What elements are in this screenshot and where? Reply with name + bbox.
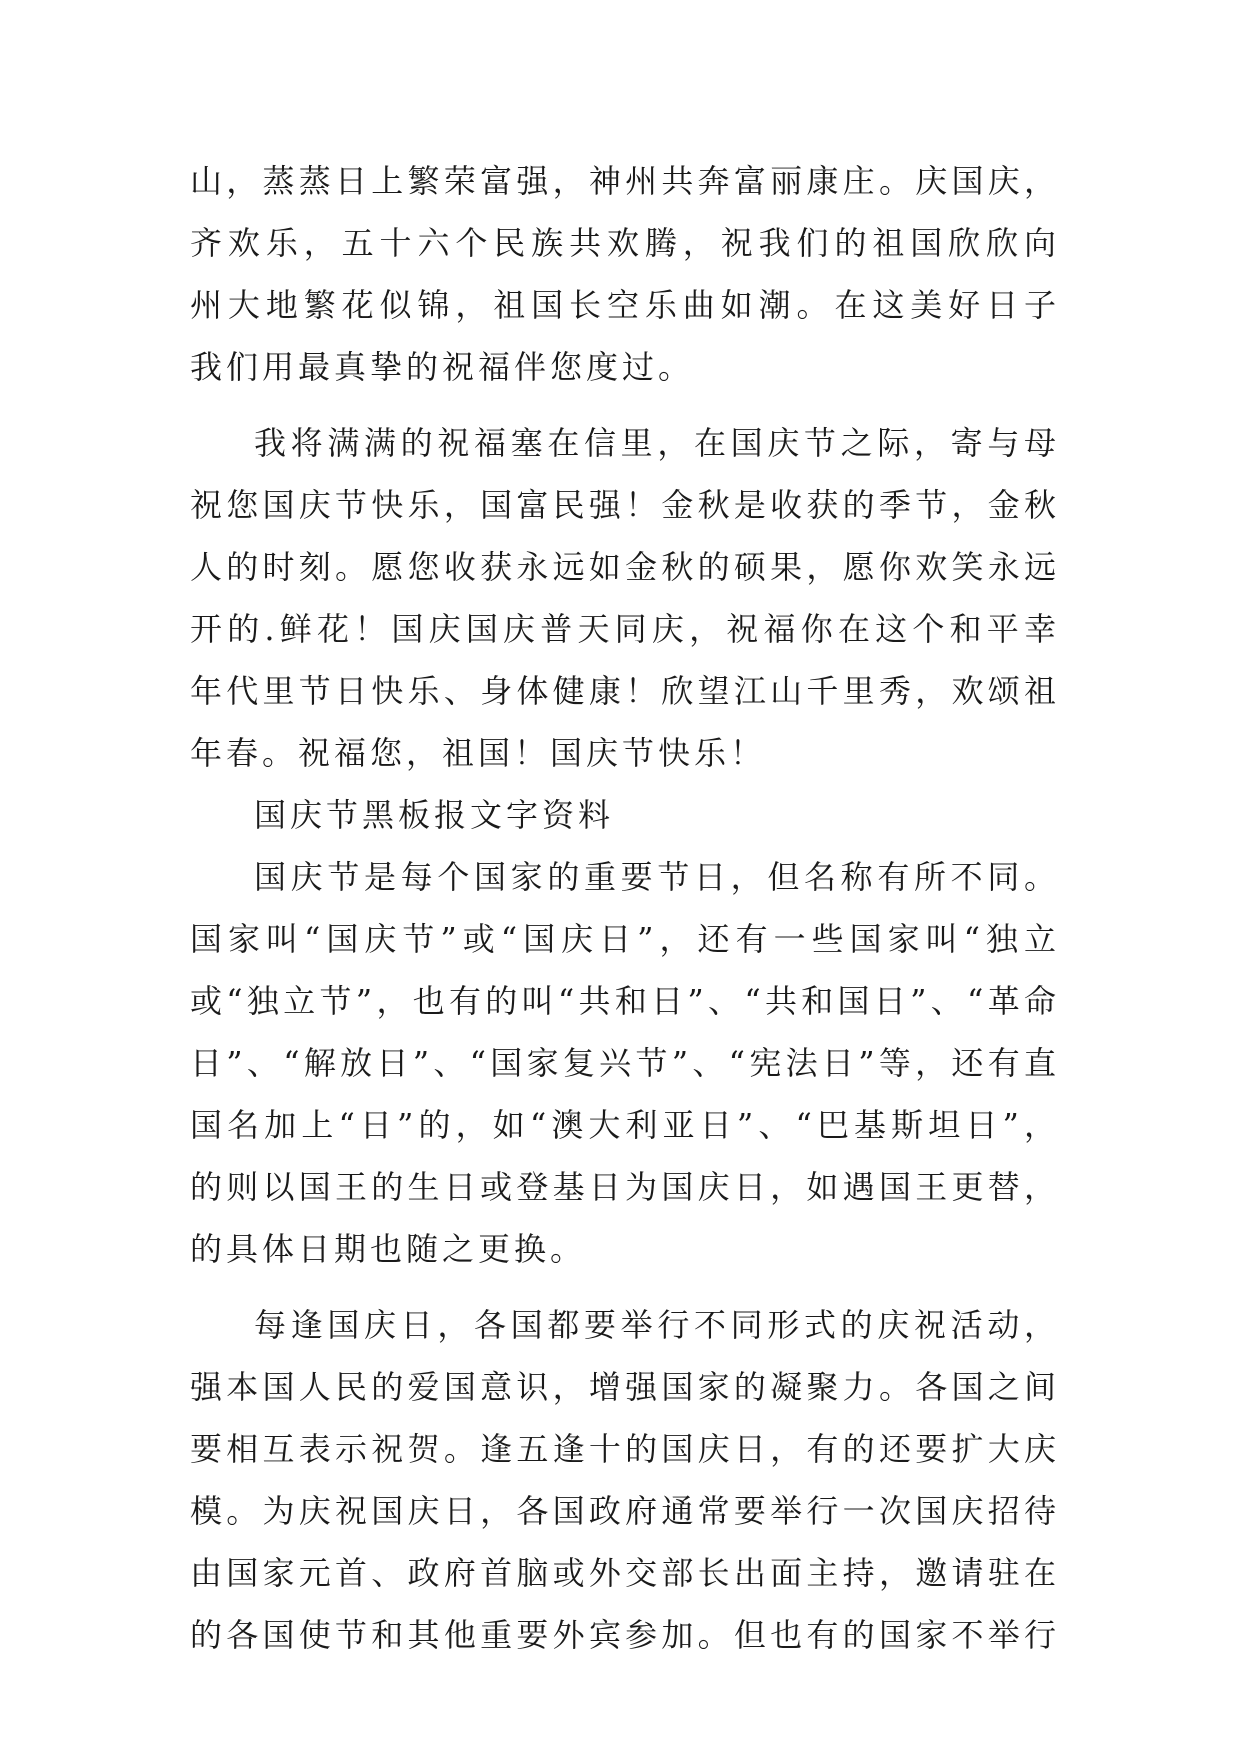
text-line: 由国家元首、政府首脑或外交部长出面主持，邀请驻在 — [190, 1554, 1060, 1592]
text-line: 开的.鲜花！国庆国庆普天同庆，祝福你在这个和平幸 — [190, 610, 1060, 648]
text-line: 齐欢乐，五十六个民族共欢腾，祝我们的祖国欣欣向 — [190, 224, 1060, 262]
paragraph — [190, 150, 1060, 398]
text-line: 的各国使节和其他重要外宾参加。但也有的国家不举行 — [190, 1616, 1060, 1654]
text-line: 人的时刻。愿您收获永远如金秋的硕果，愿你欢笑永远 — [190, 548, 1060, 586]
section-heading — [190, 784, 1060, 846]
document-body — [190, 150, 1060, 1666]
text-line: 每逢国庆日，各国都要举行不同形式的庆祝活动， — [254, 1306, 1060, 1344]
text-line: 国庆节黑板报文字资料 — [254, 796, 615, 834]
text-line: 我们用最真挚的祝福伴您度过。 — [190, 348, 695, 386]
text-line: 模。为庆祝国庆日，各国政府通常要举行一次国庆招待 — [190, 1492, 1060, 1530]
text-line: 祝您国庆节快乐，国富民强！金秋是收获的季节，金秋 — [190, 486, 1060, 524]
text-line: 年代里节日快乐、身体健康！欣望江山千里秀，欢颂祖 — [190, 672, 1060, 710]
text-line: 的具体日期也随之更换。 — [190, 1230, 587, 1268]
paragraph — [190, 846, 1060, 1280]
text-line: 或“独立节”，也有的叫“共和日”、“共和国日”、“革命 — [190, 982, 1060, 1020]
text-line: 国家叫“国庆节”或“国庆日”，还有一些国家叫“独立 — [190, 920, 1060, 958]
text-line: 我将满满的祝福塞在信里，在国庆节之际，寄与母 — [254, 424, 1060, 462]
text-line: 的则以国王的生日或登基日为国庆日，如遇国王更替， — [190, 1168, 1060, 1206]
text-line: 日”、“解放日”、“国家复兴节”、“宪法日”等，还有直 — [190, 1044, 1060, 1082]
text-line: 国庆节是每个国家的重要节日，但名称有所不同。 — [254, 858, 1060, 896]
text-line: 要相互表示祝贺。逢五逢十的国庆日，有的还要扩大庆 — [190, 1430, 1060, 1468]
text-line: 国名加上“日”的，如“澳大利亚日”、“巴基斯坦日”， — [190, 1106, 1060, 1144]
text-line: 州大地繁花似锦，祖国长空乐曲如潮。在这美好日子 — [190, 286, 1060, 324]
text-line: 山，蒸蒸日上繁荣富强，神州共奔富丽康庄。庆国庆， — [190, 162, 1060, 200]
paragraph — [190, 412, 1060, 784]
paragraph — [190, 1294, 1060, 1666]
text-line: 年春。祝福您，祖国！国庆节快乐！ — [190, 734, 767, 772]
text-line: 强本国人民的爱国意识，增强国家的凝聚力。各国之间 — [190, 1368, 1060, 1406]
